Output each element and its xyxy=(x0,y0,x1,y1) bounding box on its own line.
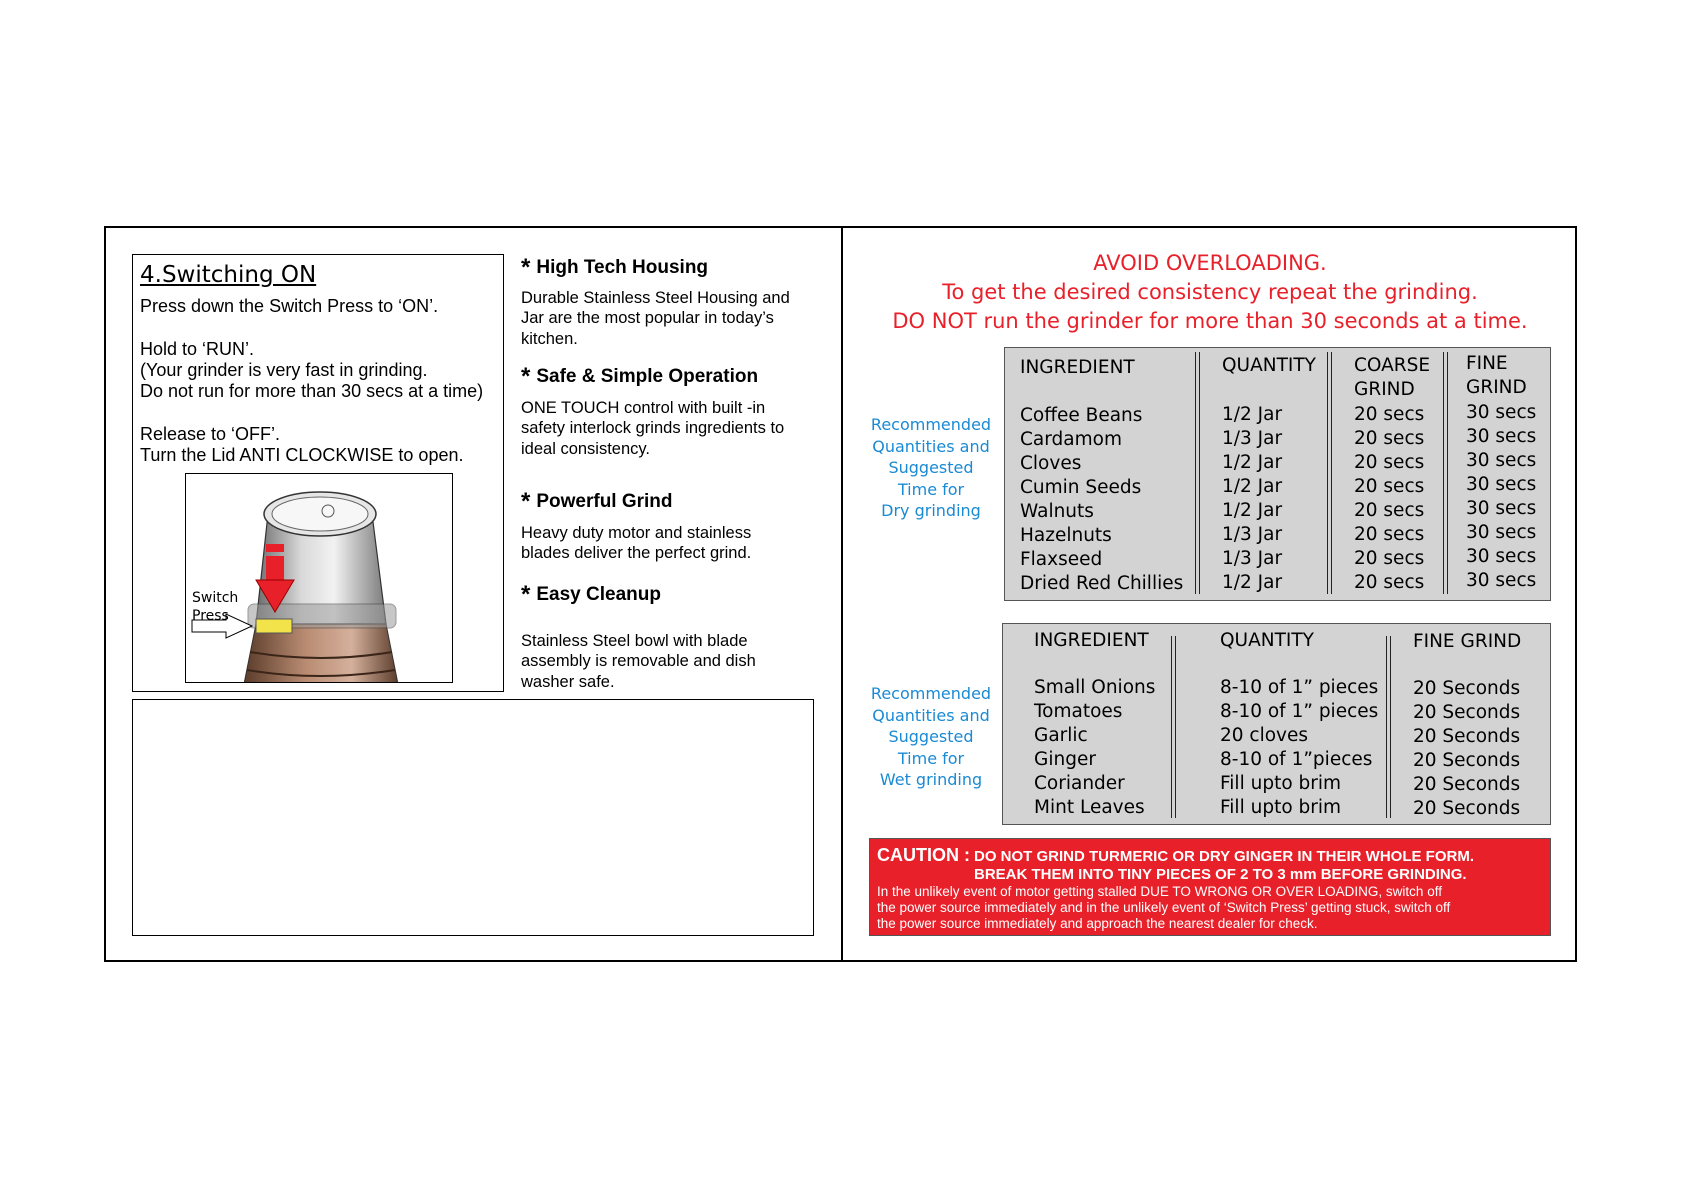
feature-title: * Safe & Simple Operation xyxy=(521,363,759,390)
wet-header-ingredient: INGREDIENT xyxy=(1034,630,1149,651)
feature-line: ideal consistency. xyxy=(521,440,651,458)
dry-header-ingredient: INGREDIENT xyxy=(1020,357,1135,378)
feature-line: Stainless Steel bowl with blade xyxy=(521,632,748,650)
switch-press-callout: Press xyxy=(192,608,229,624)
feature-title: * Powerful Grind xyxy=(521,488,673,515)
wet-header-quantity: QUANTITY xyxy=(1220,630,1314,651)
feature-line: Jar are the most popular in today’s xyxy=(521,309,774,327)
feature-title: * High Tech Housing xyxy=(521,254,709,281)
warning-line: To get the desired consistency repeat the grinding. xyxy=(942,280,1478,304)
feature-line: safety interlock grinds ingredients to xyxy=(521,419,785,437)
switching-line: Turn the Lid ANTI CLOCKWISE to open. xyxy=(140,445,464,465)
wet-header-fine: FINE GRIND xyxy=(1413,631,1522,652)
dry-header-quantity: QUANTITY xyxy=(1222,355,1316,376)
empty-panel xyxy=(132,699,814,936)
wet-grinding-label: Recommended Quantities and Suggested Time for Wet grinding xyxy=(870,684,992,789)
switching-line: Press down the Switch Press to ‘ON’. xyxy=(140,296,439,316)
feature-line: ONE TOUCH control with built -in xyxy=(521,399,766,417)
caution-text-line: the power source immediately and in the unlikely event of ‘Switch Press’ getting stuck, switch off xyxy=(877,900,1451,915)
switching-line: Hold to ‘RUN’. xyxy=(140,339,255,359)
column-separator xyxy=(1327,352,1332,594)
caution-bold-line: DO NOT GRIND TURMERIC OR DRY GINGER IN THEIR WHOLE FORM. xyxy=(974,848,1474,865)
dry-grinding-label: Recommended Quantities and Suggested Time for Dry grinding xyxy=(870,415,992,520)
caution-title: CAUTION : xyxy=(877,845,970,865)
switching-line: Do not run for more than 30 secs at a time) xyxy=(140,381,484,401)
dry-header-fine: GRIND xyxy=(1466,377,1527,398)
grinder-illustration xyxy=(185,473,453,683)
feature-title: * Easy Cleanup xyxy=(521,581,661,608)
caution-bold-line: BREAK THEM INTO TINY PIECES OF 2 TO 3 mm BEFORE GRINDING. xyxy=(974,866,1467,883)
warning-heading: AVOID OVERLOADING. xyxy=(1093,251,1327,275)
feature-line: assembly is removable and dish xyxy=(521,652,756,670)
caution-text-line: the power source immediately and approach the nearest dealer for check. xyxy=(877,916,1318,931)
switching-line: Release to ‘OFF’. xyxy=(140,424,281,444)
column-separator xyxy=(1195,352,1200,594)
column-separator xyxy=(1443,352,1448,594)
dry-header-coarse: COARSE xyxy=(1354,355,1431,376)
column-separator xyxy=(1171,636,1176,818)
feature-line: washer safe. xyxy=(521,673,615,691)
page-divider xyxy=(841,226,843,962)
feature-line: kitchen. xyxy=(521,330,578,348)
feature-line: Heavy duty motor and stainless xyxy=(521,524,752,542)
feature-line: blades deliver the perfect grind. xyxy=(521,544,752,562)
feature-line: Durable Stainless Steel Housing and xyxy=(521,289,790,307)
column-separator xyxy=(1386,636,1391,818)
caution-text-line: In the unlikely event of motor getting stalled DUE TO WRONG OR OVER LOADING, switch off xyxy=(877,884,1442,899)
switch-press-callout: Switch xyxy=(192,590,239,606)
warning-line: DO NOT run the grinder for more than 30 seconds at a time. xyxy=(892,309,1528,333)
dry-header-fine: FINE xyxy=(1466,353,1508,374)
switching-line: (Your grinder is very fast in grinding. xyxy=(140,360,428,380)
switching-on-title: 4.Switching ON xyxy=(140,262,317,288)
dry-header-coarse: GRIND xyxy=(1354,379,1415,400)
